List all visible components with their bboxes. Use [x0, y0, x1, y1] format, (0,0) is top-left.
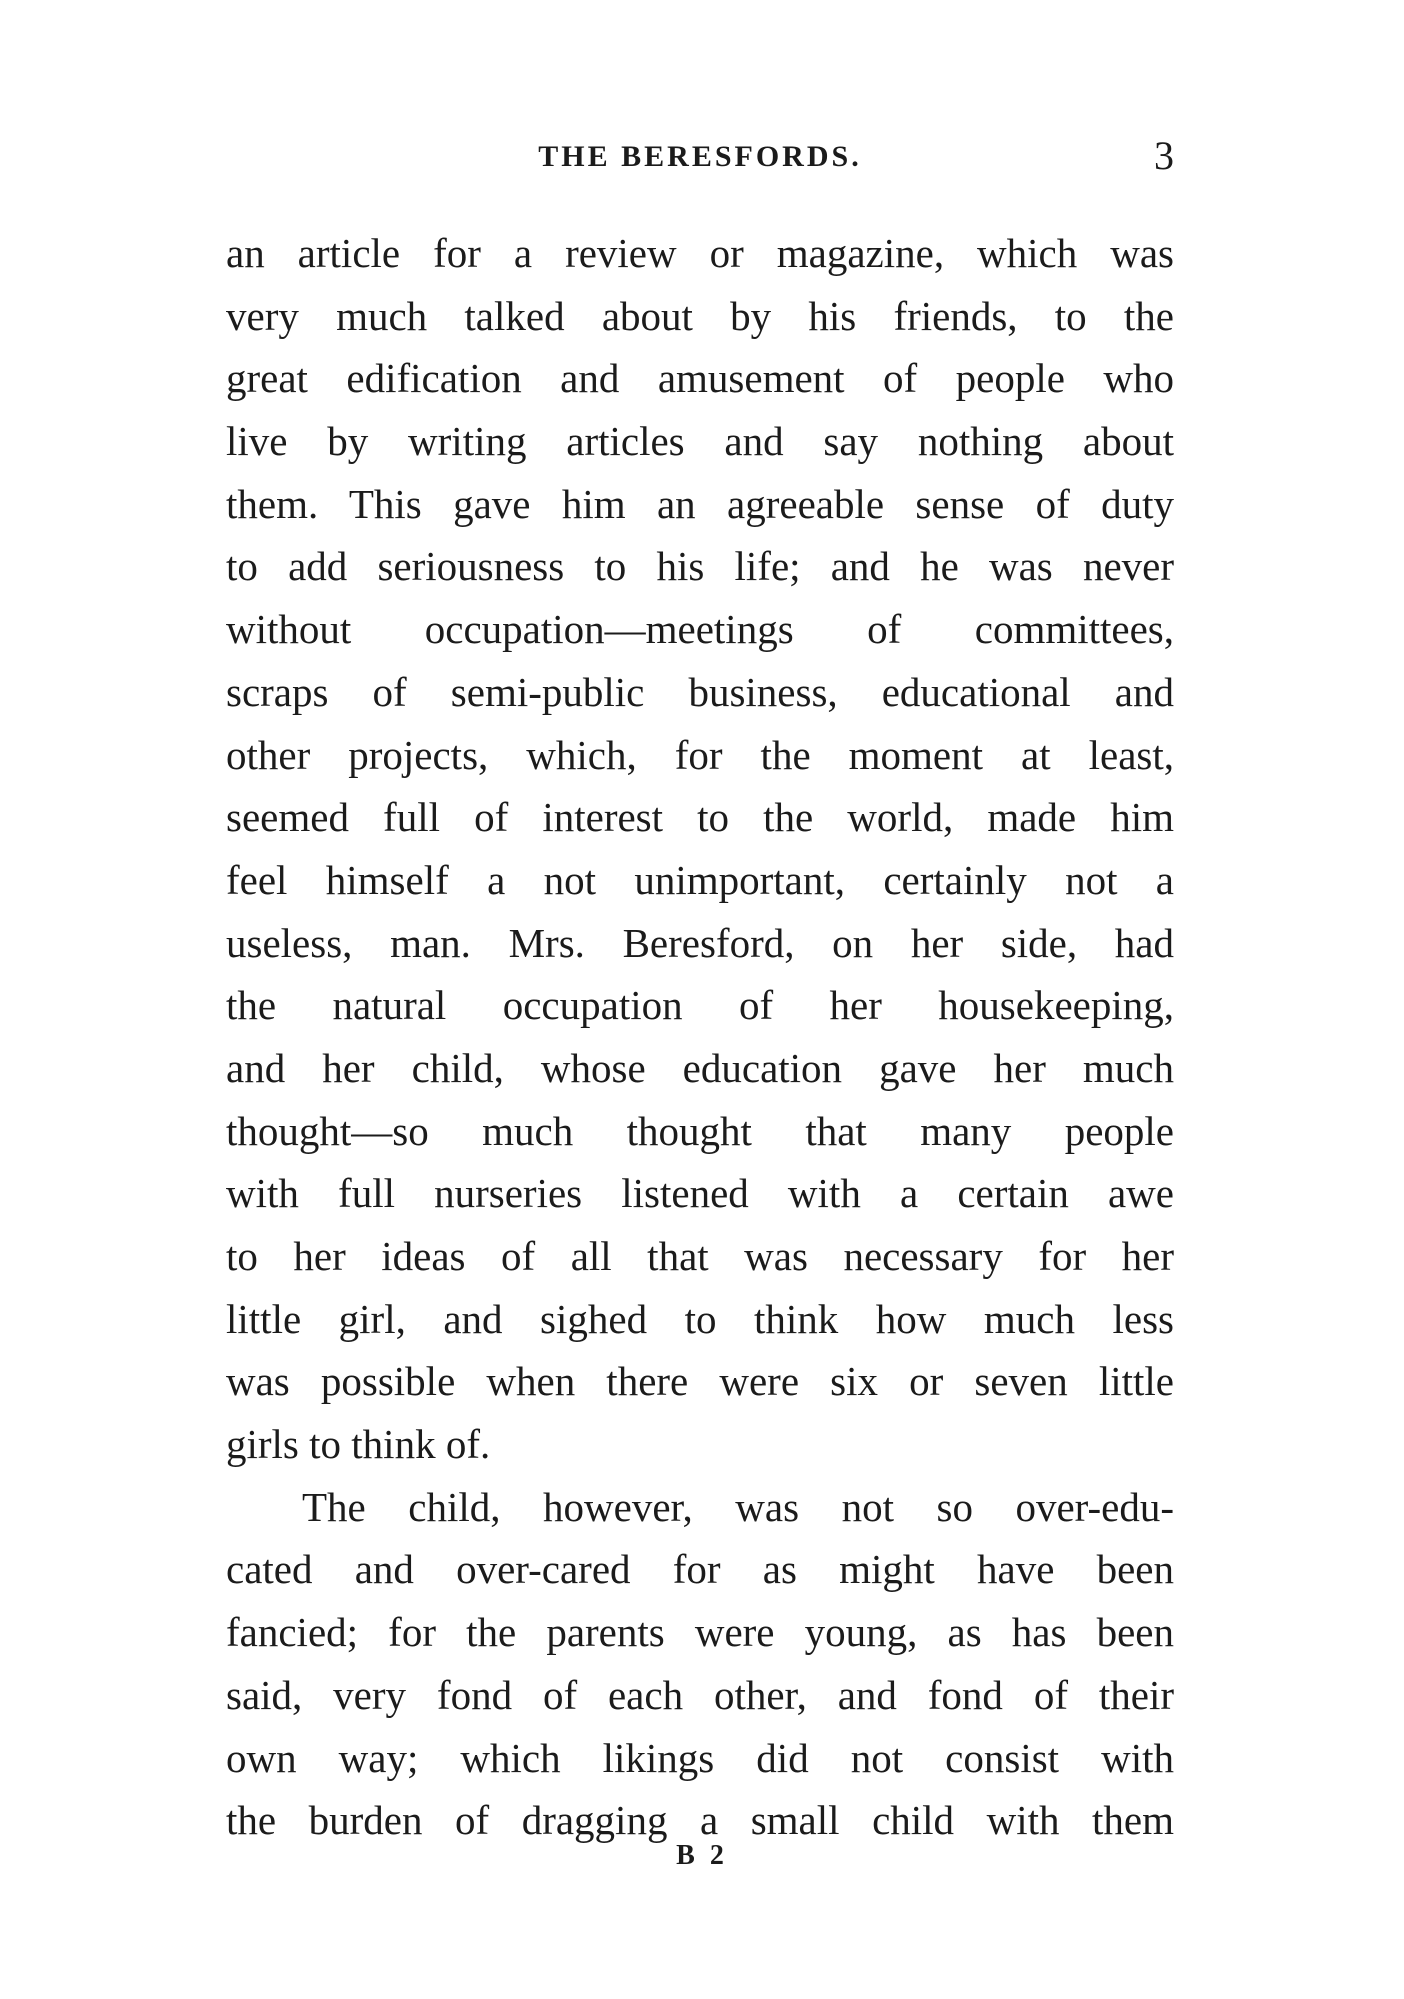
text-line: an article for a review or magazine, which was [226, 230, 1174, 276]
text-line: with full nurseries listened with a certain awe [226, 1170, 1174, 1217]
text-line: fancied; for the parents were young, as has been [226, 1609, 1174, 1656]
text-line: very much talked about by his friends, to the [226, 292, 1174, 339]
text-line: great edification and amusement of people who [226, 355, 1174, 402]
text-line: The child, however, was not so over-edu- [302, 1483, 1174, 1530]
text-line: seemed full of interest to the world, made him [226, 794, 1174, 841]
text-line: the burden of dragging a small child with them [226, 1797, 1174, 1844]
text-line: was possible when there were six or seven little [226, 1358, 1174, 1405]
text-line: without occupation—meetings of committees, [226, 606, 1174, 653]
text-line: feel himself a not unimportant, certainly not a [226, 856, 1174, 903]
text-line: girls to think of. [226, 1421, 491, 1468]
text-line: little girl, and sighed to think how much less [226, 1295, 1174, 1342]
text-line: said, very fond of each other, and fond of their [226, 1671, 1174, 1718]
running-head [226, 130, 1174, 180]
text-line: scraps of semi-public business, educational and [226, 668, 1174, 715]
text-line: them. This gave him an agreeable sense of duty [226, 480, 1174, 527]
text-line: and her child, whose education gave her much [226, 1044, 1174, 1091]
text-line: other projects, which, for the moment at least, [226, 731, 1174, 778]
signature-mark: B 2 [676, 1840, 728, 1871]
running-title: THE BERESFORDS. [538, 140, 862, 173]
page-number: 3 [1154, 133, 1174, 178]
text-line: own way; which likings did not consist with [226, 1734, 1174, 1781]
body-text [226, 222, 1174, 1852]
text-line: to her ideas of all that was necessary for her [226, 1233, 1174, 1279]
text-line: useless, man. Mrs. Beresford, on her side, had [226, 919, 1174, 966]
text-line: live by writing articles and say nothing about [226, 418, 1174, 465]
text-line: to add seriousness to his life; and he was never [226, 543, 1174, 590]
text-line: thought—so much thought that many people [226, 1107, 1174, 1154]
text-line: the natural occupation of her housekeeping, [226, 982, 1174, 1029]
text-line: cated and over-cared for as might have been [226, 1546, 1174, 1593]
